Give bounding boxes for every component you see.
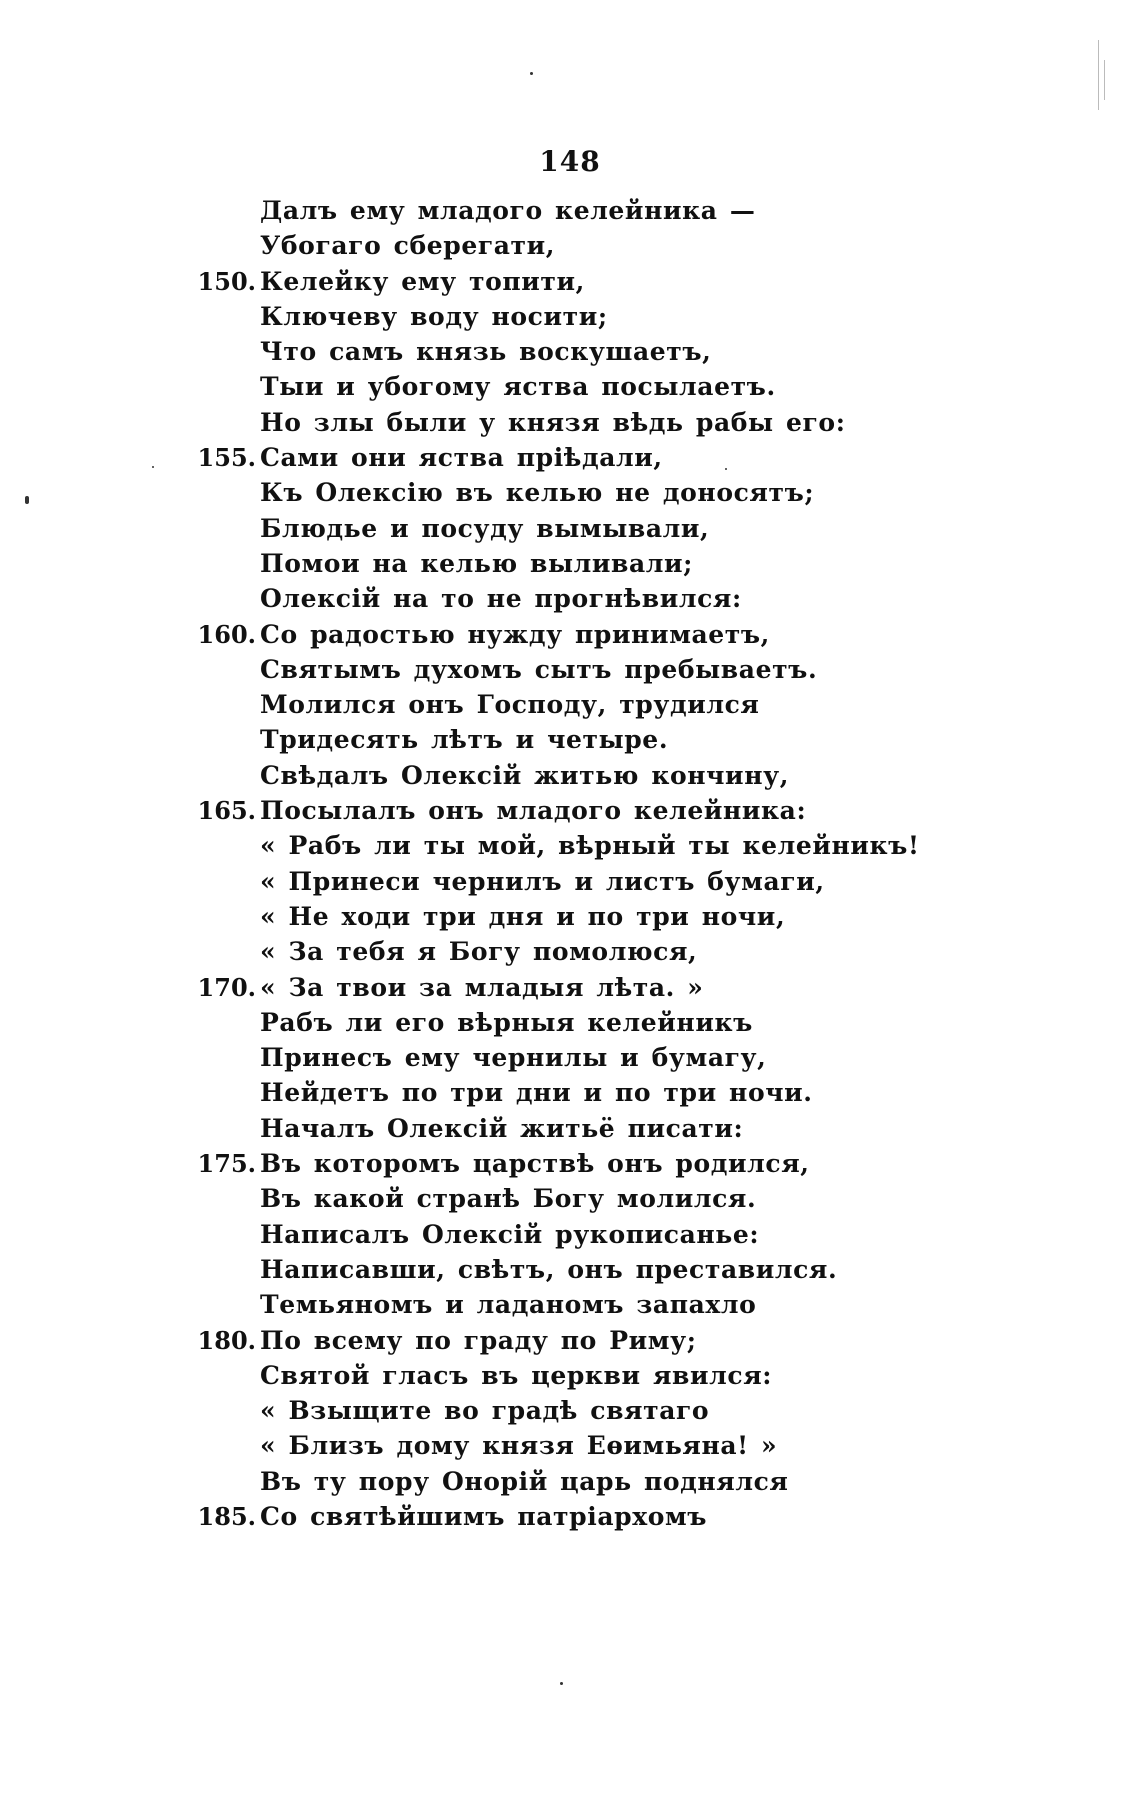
poem-line bbox=[180, 369, 1080, 404]
poem-line bbox=[180, 440, 1080, 475]
poem-line bbox=[180, 1464, 1080, 1499]
line-number: 175. bbox=[197, 1149, 256, 1179]
poem-text bbox=[180, 193, 1080, 1534]
poem-line bbox=[180, 581, 1080, 616]
line-text: Святымъ духомъ сытъ пребываетъ. bbox=[260, 654, 818, 684]
scan-speck bbox=[560, 1682, 563, 1685]
line-text: Написавши, свѣтъ, онъ преставился. bbox=[260, 1254, 838, 1284]
line-text: Далъ ему младого келейника — bbox=[260, 196, 756, 225]
line-text: Помои на келью выливали; bbox=[260, 548, 693, 578]
line-number: 150. bbox=[197, 266, 256, 296]
poem-line bbox=[180, 1358, 1080, 1393]
poem-line bbox=[180, 970, 1080, 1005]
poem-line bbox=[180, 228, 1080, 263]
line-text: Сами они яства прiѣдали, bbox=[260, 443, 663, 473]
line-text: Принесъ ему чернилы и бумагу, bbox=[260, 1043, 767, 1073]
poem-line bbox=[180, 475, 1080, 510]
poem-line bbox=[180, 934, 1080, 969]
poem-line bbox=[180, 1146, 1080, 1181]
page-number: 148 bbox=[539, 145, 601, 178]
scan-speck bbox=[25, 496, 29, 504]
poem-line bbox=[180, 1287, 1080, 1322]
line-text: Къ Олексiю въ келью не доносятъ; bbox=[260, 478, 815, 508]
line-text: По всему по граду по Риму; bbox=[260, 1325, 697, 1355]
poem-line bbox=[180, 1393, 1080, 1428]
poem-line bbox=[180, 1499, 1080, 1534]
poem-line bbox=[180, 1217, 1080, 1252]
poem-line bbox=[180, 1181, 1080, 1216]
line-number: 165. bbox=[197, 796, 256, 826]
poem-line bbox=[180, 1005, 1080, 1040]
poem-line bbox=[180, 405, 1080, 440]
poem-line bbox=[180, 617, 1080, 652]
poem-line bbox=[180, 1323, 1080, 1358]
line-text: « За твои за младыя лѣта. » bbox=[260, 972, 704, 1002]
scan-speck bbox=[725, 468, 727, 470]
line-text: Олексiй на то не прогнѣвился: bbox=[260, 584, 742, 614]
line-number: 155. bbox=[197, 443, 256, 473]
line-text: Келейку ему топити, bbox=[260, 266, 585, 296]
line-text: Началъ Олексiй житьё писати: bbox=[260, 1113, 744, 1143]
poem-line bbox=[180, 334, 1080, 369]
line-text: Убогаго сберегати, bbox=[260, 231, 556, 261]
line-number: 180. bbox=[197, 1325, 256, 1355]
poem-line bbox=[180, 793, 1080, 828]
line-text: Рабъ ли его вѣрныя келейникъ bbox=[260, 1007, 753, 1037]
line-text: Посылалъ онъ младого келейника: bbox=[260, 796, 807, 826]
line-text: « Принеси чернилъ и листъ бумаги, bbox=[260, 866, 825, 896]
line-text: Ключеву воду носити; bbox=[260, 301, 608, 331]
poem-line bbox=[180, 1040, 1080, 1075]
poem-line bbox=[180, 758, 1080, 793]
line-text: Нейдетъ по три дни и по три ночи. bbox=[260, 1078, 813, 1108]
line-text: Но злы были у князя вѣдь рабы его: bbox=[260, 407, 846, 437]
line-text: Со святѣйшимъ патрiархомъ bbox=[260, 1501, 708, 1531]
line-text: Темьяномъ и ладаномъ запахло bbox=[260, 1290, 757, 1320]
poem-line bbox=[180, 899, 1080, 934]
poem-line bbox=[180, 299, 1080, 334]
poem-line bbox=[180, 546, 1080, 581]
line-text: Написалъ Олексiй рукописанье: bbox=[260, 1219, 760, 1249]
poem-line bbox=[180, 1252, 1080, 1287]
line-text: Тыи и убогому яства посылаетъ. bbox=[260, 372, 776, 402]
line-text: Со радостью нужду принимаетъ, bbox=[260, 619, 770, 649]
poem-line bbox=[180, 828, 1080, 863]
scan-speck bbox=[530, 72, 533, 75]
line-text: « Рабъ ли ты мой, вѣрный ты келейникъ! bbox=[260, 831, 920, 861]
line-text: Въ которомъ царствѣ онъ родился, bbox=[260, 1149, 810, 1179]
line-text: Тридесять лѣтъ и четыре. bbox=[260, 725, 669, 755]
poem-line bbox=[180, 193, 1080, 228]
poem-line bbox=[180, 687, 1080, 722]
line-text: Блюдье и посуду вымывали, bbox=[260, 513, 710, 543]
margin-mark bbox=[1098, 40, 1099, 110]
line-text: « Взыщите во градѣ святаго bbox=[260, 1396, 710, 1426]
line-number: 160. bbox=[197, 619, 256, 649]
line-number: 185. bbox=[197, 1501, 256, 1531]
poem-line bbox=[180, 1111, 1080, 1146]
line-text: Молился онъ Господу, трудился bbox=[260, 690, 760, 720]
line-text: Въ ту пору Онорiй царь поднялся bbox=[260, 1466, 789, 1496]
line-text: Святой гласъ въ церкви явился: bbox=[260, 1360, 773, 1390]
line-text: « Не ходи три дня и по три ночи, bbox=[260, 901, 786, 931]
poem-line bbox=[180, 864, 1080, 899]
line-text: Что самъ князь воскушаетъ, bbox=[260, 337, 712, 367]
poem-line bbox=[180, 264, 1080, 299]
line-text: Свѣдалъ Олексiй житью кончину, bbox=[260, 760, 790, 790]
line-text: Въ какой странѣ Богу молился. bbox=[260, 1184, 757, 1214]
margin-mark bbox=[1104, 60, 1105, 100]
poem-line bbox=[180, 652, 1080, 687]
poem-line bbox=[180, 1075, 1080, 1110]
poem-line bbox=[180, 722, 1080, 757]
poem-line bbox=[180, 511, 1080, 546]
line-number: 170. bbox=[197, 972, 256, 1002]
poem-line bbox=[180, 1428, 1080, 1463]
line-text: « За тебя я Богу помолюся, bbox=[260, 937, 698, 967]
line-text: « Близъ дому князя Еѳимьяна! » bbox=[260, 1431, 778, 1461]
scan-speck bbox=[152, 466, 154, 468]
